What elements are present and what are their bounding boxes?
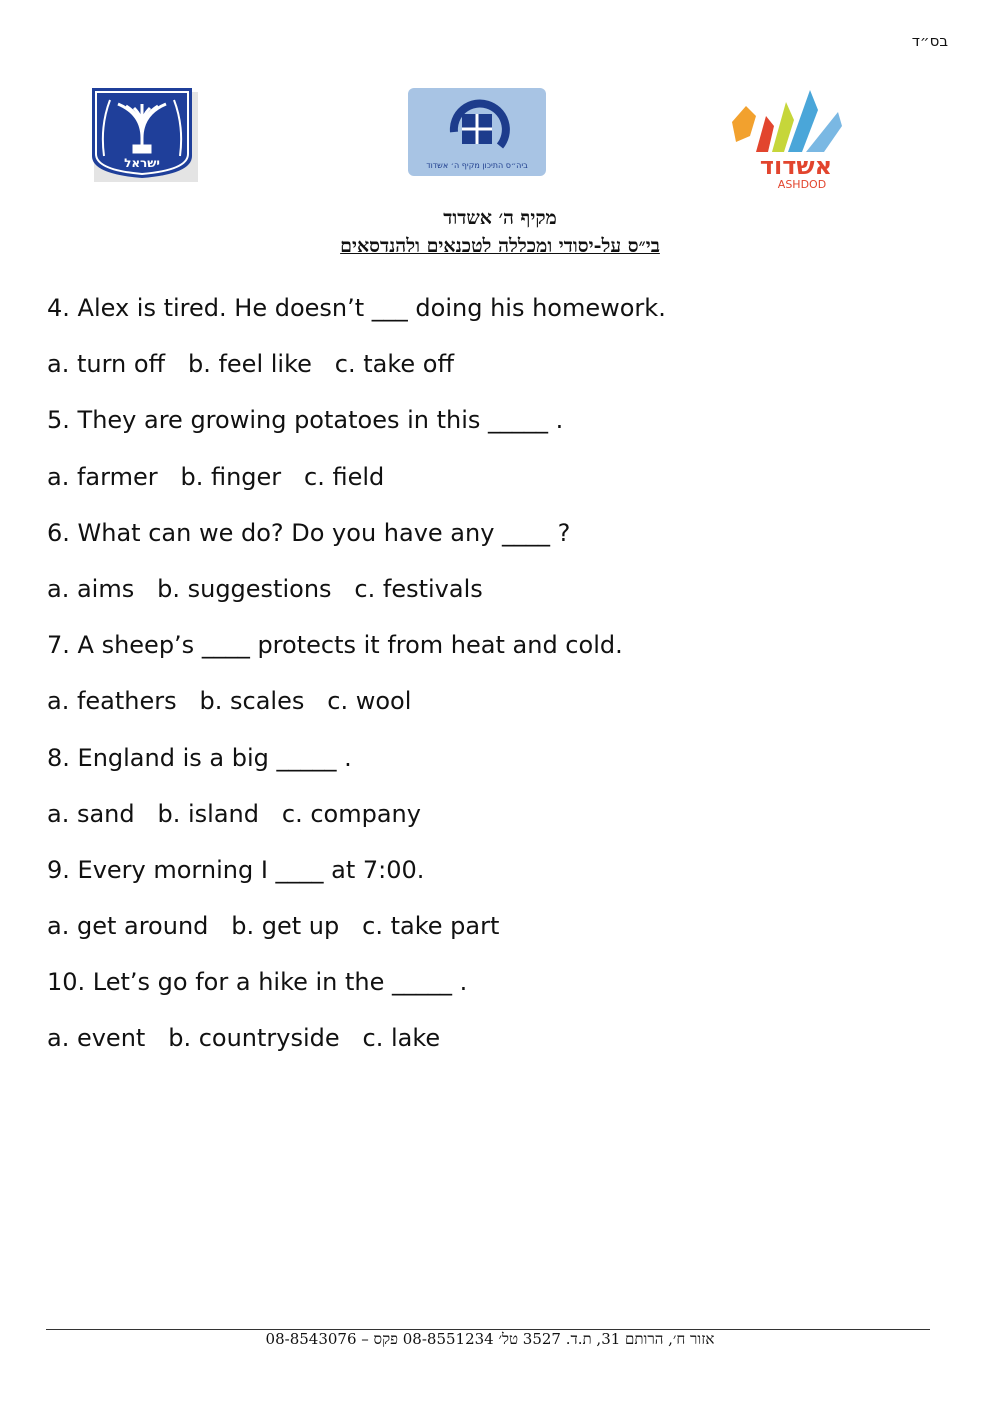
- question-prompt: 10. Let’s go for a hike in the _____ .: [47, 968, 468, 997]
- question-prompt: 7. A sheep’s ____ protects it from heat and cold.: [47, 631, 623, 660]
- svg-text:אשדוד: אשדוד: [759, 152, 833, 180]
- question-prompt: 5. They are growing potatoes in this _____ .: [47, 406, 564, 435]
- svg-text:ביה״ס התיכון מקיף ה׳ אשדוד: ביה״ס התיכון מקיף ה׳ אשדוד: [426, 161, 528, 170]
- state-emblem-logo: [88, 86, 200, 182]
- question-prompt: 8. England is a big _____ .: [47, 743, 352, 772]
- svg-text:ASHDOD: ASHDOD: [777, 178, 827, 190]
- question-list: [47, 286, 947, 1073]
- ashdod-city-logo: [726, 86, 862, 190]
- question-options: a. feathers b. scales c. wool: [47, 687, 412, 716]
- question-options: a. turn off b. feel like c. take off: [47, 350, 455, 379]
- question-options: a. farmer b. finger c. field: [47, 462, 385, 491]
- svg-text:ישראל: ישראל: [124, 156, 160, 170]
- question-prompt: 9. Every morning I ____ at 7:00.: [47, 855, 425, 884]
- school-subtitle: בי״ס על-יסודי ומכללה לטכנאים ולהנדסאים: [340, 235, 660, 257]
- question-prompt: 4. Alex is tired. He doesn’t ___ doing his homework.: [47, 294, 666, 322]
- question-options: a. aims b. suggestions c. festivals: [47, 574, 483, 603]
- question-options: a. sand b. island c. company: [47, 799, 421, 828]
- question-prompt: 6. What can we do? Do you have any ____ ?: [47, 518, 571, 547]
- school-header: [240, 204, 760, 260]
- school-logo: [408, 88, 546, 176]
- bsd-heading: בס״ד: [911, 32, 948, 50]
- question-options: a. event b. countryside c. lake: [47, 1024, 441, 1053]
- question-options: a. get around b. get up c. take part: [47, 912, 500, 941]
- footer-address: אזור ח׳, הרותם 31, ת.ד. 3527 טל׳ 08-8551234 פקס – 08-8543076: [265, 1330, 715, 1348]
- school-name: מקיף ה׳ אשדוד: [443, 207, 557, 229]
